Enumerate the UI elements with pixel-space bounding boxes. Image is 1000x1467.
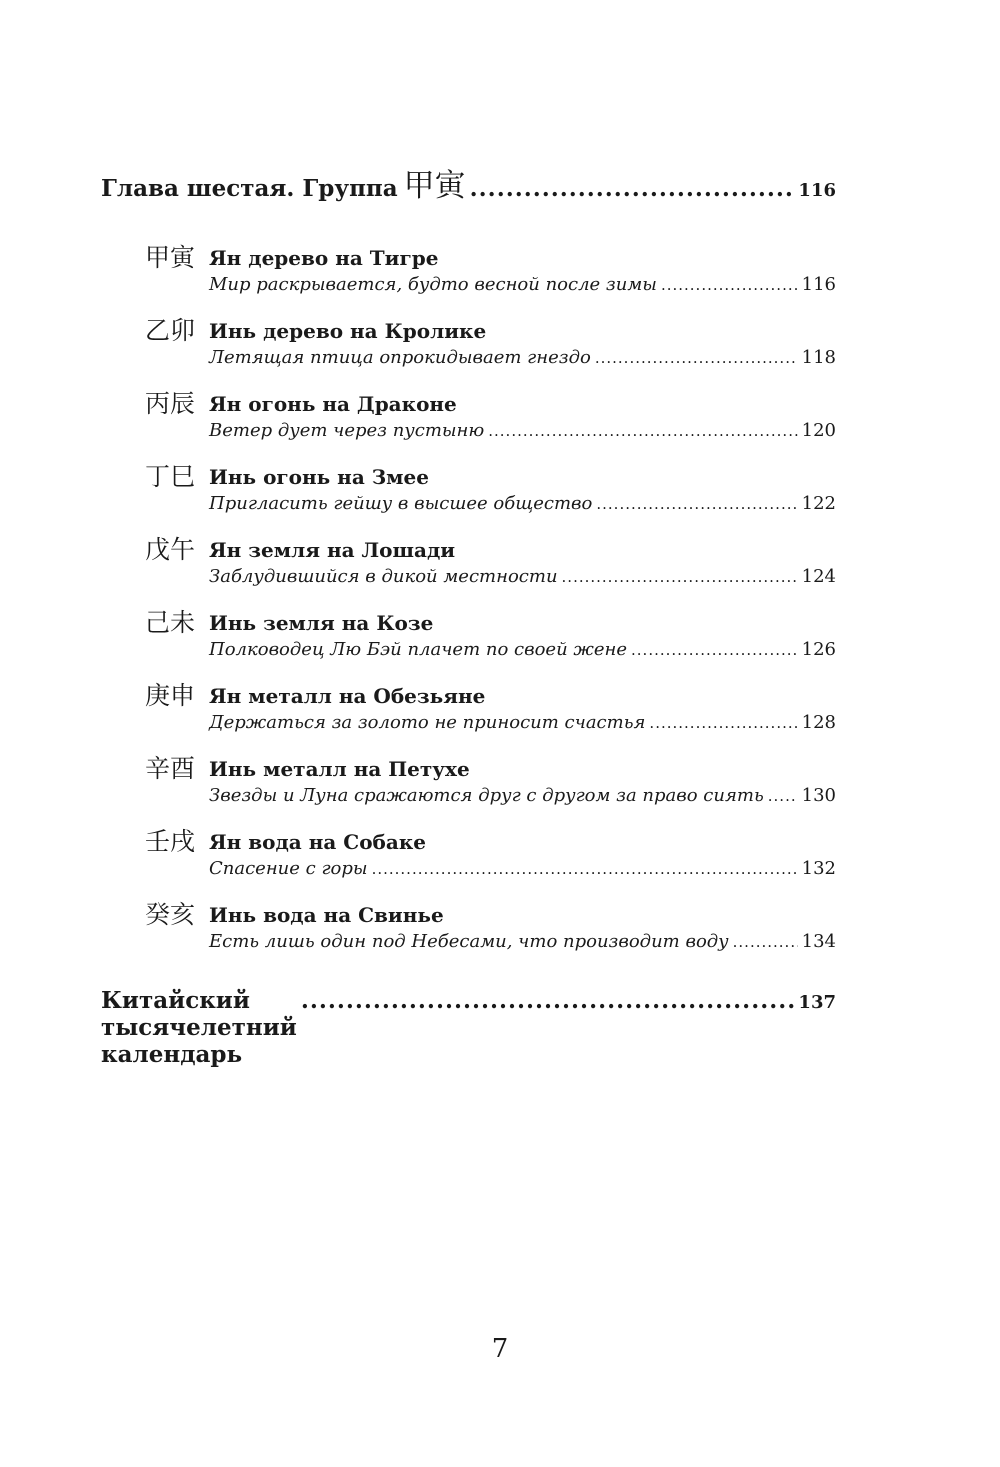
toc-entry — [101, 243, 836, 305]
toc-entry — [101, 754, 836, 816]
dot-leader — [372, 857, 798, 881]
dot-leader — [488, 419, 797, 443]
dot-leader — [470, 175, 795, 202]
entry-subline — [209, 784, 836, 808]
entry-glyphs: 甲寅 — [145, 243, 196, 272]
entry-subline — [209, 565, 836, 589]
entry-title: Инь дерево на Кролике — [209, 319, 487, 343]
entry-glyphs: 辛酉 — [145, 754, 196, 783]
toc-entry — [101, 462, 836, 524]
entry-subtitle: Есть лишь один под Небесами, что производит воду — [209, 931, 729, 952]
chapter-heading — [101, 160, 836, 205]
entry-title: Ян металл на Обезьяне — [209, 684, 486, 708]
dot-leader — [649, 711, 797, 735]
entry-page-number: 134 — [801, 931, 836, 952]
entry-title: Ян огонь на Драконе — [209, 392, 457, 416]
entry-page-number: 126 — [801, 639, 836, 660]
entry-subline — [209, 930, 836, 954]
entry-page-number: 130 — [801, 785, 836, 806]
chapter-page-number: 116 — [798, 180, 836, 201]
entry-subline — [209, 711, 836, 735]
dot-leader — [595, 346, 798, 370]
entry-glyphs: 丙辰 — [145, 389, 196, 418]
entry-title: Инь металл на Петухе — [209, 757, 470, 781]
calendar-heading — [101, 987, 836, 1068]
entry-title: Инь земля на Козе — [209, 611, 434, 635]
dot-leader — [631, 638, 798, 662]
dot-leader — [768, 784, 798, 808]
entry-glyphs: 庚申 — [145, 681, 196, 710]
toc-entry — [101, 316, 836, 378]
entry-subline — [209, 346, 836, 370]
entry-subline — [209, 492, 836, 516]
calendar-title: Китайский тысячелетний календарь — [101, 987, 297, 1068]
entry-title: Инь вода на Свинье — [209, 903, 444, 927]
entry-page-number: 116 — [801, 274, 836, 295]
entry-page-number: 122 — [801, 493, 836, 514]
entry-page-number: 128 — [801, 712, 836, 733]
toc-entry — [101, 389, 836, 451]
entry-page-number: 118 — [801, 347, 836, 368]
entry-glyphs: 戊午 — [145, 535, 196, 564]
toc-entry — [101, 681, 836, 743]
chapter-title: Глава шестая. Группа — [101, 175, 398, 202]
entry-subtitle: Звезды и Луна сражаются друг с другом за право сиять — [209, 785, 764, 806]
entry-page-number: 124 — [801, 566, 836, 587]
entry-subline — [209, 273, 836, 297]
entry-glyphs: 丁巳 — [145, 462, 196, 491]
entry-subtitle: Заблудившийся в дикой местности — [209, 566, 558, 587]
toc-entry — [101, 535, 836, 597]
entry-glyphs: 壬戌 — [145, 827, 196, 856]
entry-title: Ян земля на Лошади — [209, 538, 456, 562]
entry-title: Ян дерево на Тигре — [209, 246, 439, 270]
entry-subtitle: Ветер дует через пустыню — [209, 420, 485, 441]
chapter-title-cjk: 甲寅 — [403, 168, 466, 204]
dot-leader — [596, 492, 797, 516]
toc-entry — [101, 900, 836, 962]
dot-leader — [661, 273, 798, 297]
dot-leader — [562, 565, 798, 589]
toc-entry — [101, 827, 836, 889]
entry-glyphs: 癸亥 — [145, 900, 196, 929]
entry-subtitle: Мир раскрывается, будто весной после зимы — [209, 274, 657, 295]
entry-subtitle: Держаться за золото не приносит счастья — [209, 712, 646, 733]
entry-subtitle: Полководец Лю Бэй плачет по своей жене — [209, 639, 628, 660]
entry-title: Ян вода на Собаке — [209, 830, 427, 854]
dot-leader — [733, 930, 798, 954]
entry-subtitle: Спасение с горы — [209, 858, 368, 879]
entry-glyphs: 乙卯 — [145, 316, 196, 345]
entry-title: Инь огонь на Змее — [209, 465, 429, 489]
entry-subline — [209, 857, 836, 881]
entry-page-number: 120 — [801, 420, 836, 441]
entry-subtitle: Летящая птица опрокидывает гнездо — [209, 347, 591, 368]
calendar-page-number: 137 — [798, 992, 836, 1013]
entry-subtitle: Пригласить гейшу в высшее общество — [209, 493, 593, 514]
toc-entry — [101, 608, 836, 670]
dot-leader — [301, 987, 795, 1014]
entry-subline — [209, 638, 836, 662]
page-number: 7 — [491, 1334, 509, 1364]
entry-subline — [209, 419, 836, 443]
entry-page-number: 132 — [801, 858, 836, 879]
entry-glyphs: 己未 — [145, 608, 196, 637]
